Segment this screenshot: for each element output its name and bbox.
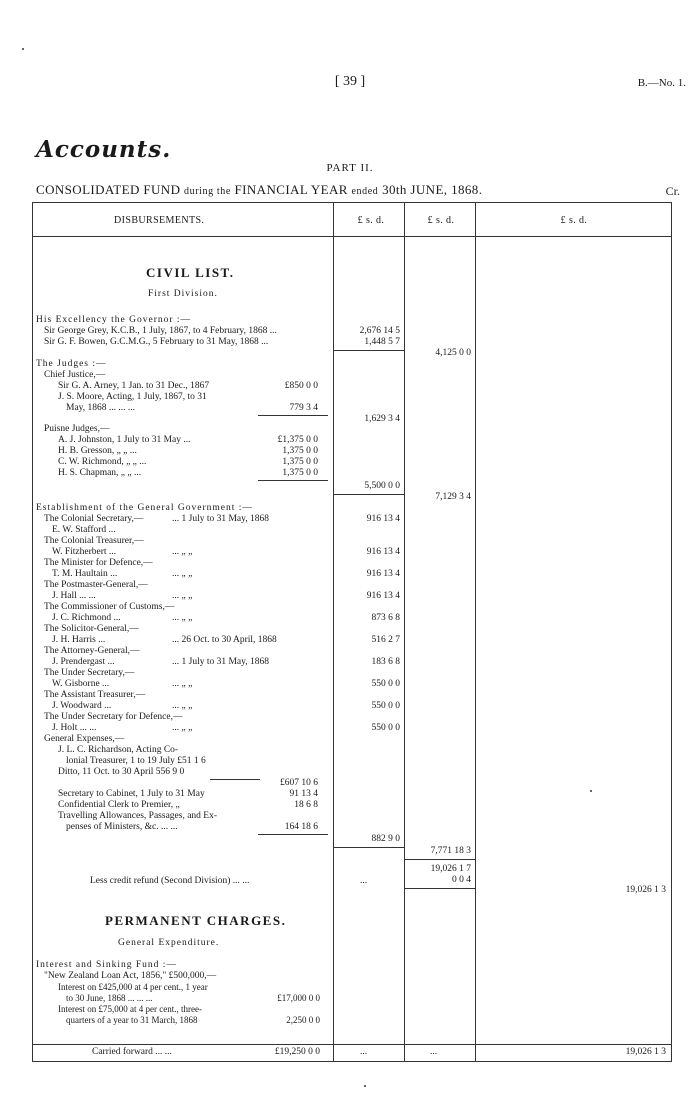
page-number: [ 39 ] [334, 74, 366, 89]
less-credit-dots: ... [360, 876, 368, 886]
rule [405, 859, 475, 860]
governor-bowen: Sir G. F. Bowen, G.C.M.G., 5 February to 31 May, 1868 ... [44, 337, 269, 347]
governor-grey-amount: 2,676 14 5 [359, 326, 400, 336]
establishment-office: The Postmaster-General,— [44, 580, 148, 590]
confidential-clerk-amount: 18 6 8 [294, 800, 318, 810]
judge-arney-amount: £850 0 0 [284, 381, 318, 391]
judge-moore-1: J. S. Moore, Acting, 1 July, 1867, to 31 [58, 392, 207, 402]
general-expenditure-heading: General Expenditure. [118, 938, 220, 948]
establishment-amount: 550 0 0 [371, 701, 400, 711]
title-fund: CONSOLIDATED FUND [36, 182, 181, 197]
puisne-total: 5,500 0 0 [364, 481, 400, 491]
page-mark [364, 1085, 366, 1087]
interest-heading: Interest and Sinking Fund :— [36, 960, 177, 970]
establishment-officer: J. Woodward ... [52, 701, 112, 711]
establishment-office: The Under Secretary for Defence,— [44, 712, 183, 722]
establishment-officer: J. Hall ... ... [52, 591, 96, 601]
establishment-office: The Commissioner of Customs,— [44, 602, 175, 612]
permanent-charges-heading: PERMANENT CHARGES. [105, 913, 287, 928]
establishment-amount: 916 13 4 [366, 514, 400, 524]
interest-1-amount: £17,000 0 0 [277, 993, 320, 1003]
accounts-heading: Accounts. [36, 136, 172, 163]
establishment-amount: 916 13 4 [366, 591, 400, 601]
rule [405, 888, 475, 889]
establishment-period: ... „ „ [172, 569, 193, 579]
establishment-officer: E. W. Stafford ... [52, 525, 116, 535]
establishment-amount: 873 6 8 [371, 613, 400, 623]
establishment-office: The Minister for Defence,— [44, 558, 153, 568]
establishment-period: ... 1 July to 31 May, 1868 [172, 657, 270, 667]
establishment-office: The Assistant Treasurer,— [44, 690, 146, 700]
governor-total: 4,125 0 0 [435, 348, 471, 358]
page-mark [22, 48, 24, 50]
chief-justice-total: 1,629 3 4 [364, 414, 400, 424]
interest-2-line-2 [66, 1015, 197, 1026]
establishment-amount: 916 13 4 [366, 569, 400, 579]
interest-2-amount: 2,250 0 0 [286, 1015, 320, 1025]
first-division-heading: First Division. [148, 289, 218, 299]
establishment-officer: W. Gisborne ... [52, 679, 110, 689]
establishment-period: ... „ „ [172, 679, 193, 689]
column-divider [404, 202, 405, 1062]
part-heading: PART II. [326, 162, 374, 174]
credit-marker: Cr. [665, 184, 680, 198]
judge-moore-amount: 779 3 4 [289, 403, 318, 413]
richardson-line-2: lonial Treasurer, 1 to 19 July £51 1 6 [66, 756, 206, 766]
col-header-disbursements: DISBURSEMENTS. [114, 215, 205, 226]
rule [258, 834, 328, 835]
interest-1-line-2: to 30 June, 1868 ... ... ... [66, 993, 153, 1003]
carried-forward-col3: 19,026 1 3 [625, 1047, 666, 1057]
establishment-office: The Attorney-General,— [44, 646, 140, 656]
title-during: during the [184, 186, 231, 197]
title-year: FINANCIAL YEAR [234, 182, 348, 197]
governor-heading: His Excellency the Governor :— [36, 315, 192, 325]
judge-gresson-amount: 1,375 0 0 [282, 446, 318, 456]
rule [258, 415, 328, 416]
page-mark [590, 790, 592, 792]
carried-forward-col2: ... [430, 1047, 438, 1057]
less-credit-amount: 0 0 4 [452, 875, 471, 885]
judge-chapman-amount: 1,375 0 0 [282, 468, 318, 478]
establishment-amount: 916 13 4 [366, 547, 400, 557]
establishment-office: The Colonial Secretary,— [44, 514, 144, 524]
establishment-period: ... „ „ [172, 723, 193, 733]
cabinet-secretary: Secretary to Cabinet, 1 July to 31 May [58, 789, 205, 799]
less-credit-refund: Less credit refund (Second Division) ... ... [90, 876, 250, 886]
paper-reference: B.—No. 1. [637, 77, 686, 89]
judges-total: 7,129 3 4 [435, 492, 471, 502]
puisne-judges-label: Puisne Judges,— [44, 424, 110, 434]
establishment-officer: J. H. Harris ... [52, 635, 106, 645]
judge-richmond: C. W. Richmond, „ „ ... [58, 457, 147, 467]
interest-1-line-1: Interest on £425,000 at 4 per cent., 1 year [58, 982, 208, 992]
judge-johnston: A. J. Johnston, 1 July to 31 May ... [58, 435, 191, 445]
establishment-amount: 550 0 0 [371, 679, 400, 689]
establishment-heading: Establishment of the General Government :— [36, 503, 253, 513]
establishment-period: ... „ „ [172, 613, 193, 623]
establishment-amount: 550 0 0 [371, 723, 400, 733]
establishment-total: 7,771 18 3 [430, 846, 471, 856]
interest-2-line-1-visible: Interest on £75,000 at 4 per cent., three- [58, 1004, 202, 1014]
judge-chapman: H. S. Chapman, „ „ ... [58, 468, 142, 478]
judge-arney: Sir G. A. Arney, 1 Jan. to 31 Dec., 1867 [58, 381, 210, 391]
carried-forward-col1: ... [360, 1047, 368, 1057]
establishment-period: ... 26 Oct. to 30 April, 1868 [172, 635, 277, 645]
judge-johnston-amount: £1,375 0 0 [277, 435, 318, 445]
establishment-officer: T. M. Haultain ... [52, 569, 118, 579]
establishment-period: ... „ „ [172, 591, 193, 601]
governor-bowen-amount: 1,448 5 7 [364, 337, 400, 347]
col-header-amount-2: £ s. d. [427, 215, 455, 226]
interest-2-line-2-text: quarters of a year to 31 March, 1868 [66, 1015, 198, 1025]
header-divider [32, 236, 672, 237]
travelling-line-1: Travelling Allowances, Passages, and Ex- [58, 811, 218, 821]
judge-gresson: H. B. Gresson, „ „ ... [58, 446, 137, 456]
rule [334, 350, 404, 351]
column-divider [475, 202, 476, 1062]
chief-justice-label: Chief Justice,— [44, 370, 106, 380]
col-header-amount-3: £ s. d. [560, 215, 588, 226]
carried-forward-amount: £19,250 0 0 [274, 1047, 320, 1057]
loan-act: "New Zealand Loan Act, 1856," £500,000,— [44, 971, 217, 981]
footer-divider [32, 1044, 672, 1045]
richardson-ditto: Ditto, 11 Oct. to 30 April 556 9 0 [58, 767, 185, 777]
establishment-office: The Colonial Treasurer,— [44, 536, 144, 546]
civil-list-net-total: 19,026 1 3 [625, 885, 666, 895]
title-date: 30th JUNE, 1868. [382, 182, 483, 197]
travelling-line-2: penses of Ministers, &c. ... ... [66, 822, 178, 832]
richardson-line-1: J. L. C. Richardson, Acting Co- [58, 745, 179, 755]
general-expenses-total: 882 9 0 [371, 834, 400, 844]
rule [334, 494, 404, 495]
establishment-period: ... „ „ [172, 701, 193, 711]
richardson-total: £607 10 6 [280, 778, 318, 788]
establishment-officer: W. Fitzherbert ... [52, 547, 117, 557]
establishment-period: ... 1 July to 31 May, 1868 [172, 514, 270, 524]
governor-grey: Sir George Grey, K.C.B., 1 July, 1867, to 4 February, 1868 ... [44, 326, 277, 336]
col-header-amount-1: £ s. d. [357, 215, 385, 226]
carried-forward-label: Carried forward ... ... [92, 1047, 172, 1057]
statement-title [36, 182, 482, 198]
general-expenses-label: General Expenses,— [44, 734, 125, 744]
rule [258, 480, 328, 481]
establishment-amount: 183 6 8 [371, 657, 400, 667]
judge-richmond-amount: 1,375 0 0 [282, 457, 318, 467]
title-ended: ended [351, 186, 379, 197]
establishment-officer: J. Holt ... ... [52, 723, 97, 733]
cabinet-secretary-amount: 91 13 4 [289, 789, 318, 799]
civil-list-subtotal: 19,026 1 7 [430, 864, 471, 874]
travelling-amount: 164 18 6 [284, 822, 318, 832]
establishment-amount: 516 2 7 [371, 635, 400, 645]
establishment-officer: J. Prendergast ... [52, 657, 115, 667]
establishment-officer: J. C. Richmond ... [52, 613, 121, 623]
rule [334, 847, 404, 848]
establishment-period: ... „ „ [172, 547, 193, 557]
judge-moore-2: May, 1868 ... ... ... [66, 403, 136, 413]
confidential-clerk: Confidential Clerk to Premier, „ [58, 800, 180, 810]
establishment-office: The Under Secretary,— [44, 668, 135, 678]
judges-heading: The Judges :— [36, 359, 107, 369]
civil-list-heading: CIVIL LIST. [146, 265, 235, 280]
establishment-office: The Solicitor-General,— [44, 624, 139, 634]
